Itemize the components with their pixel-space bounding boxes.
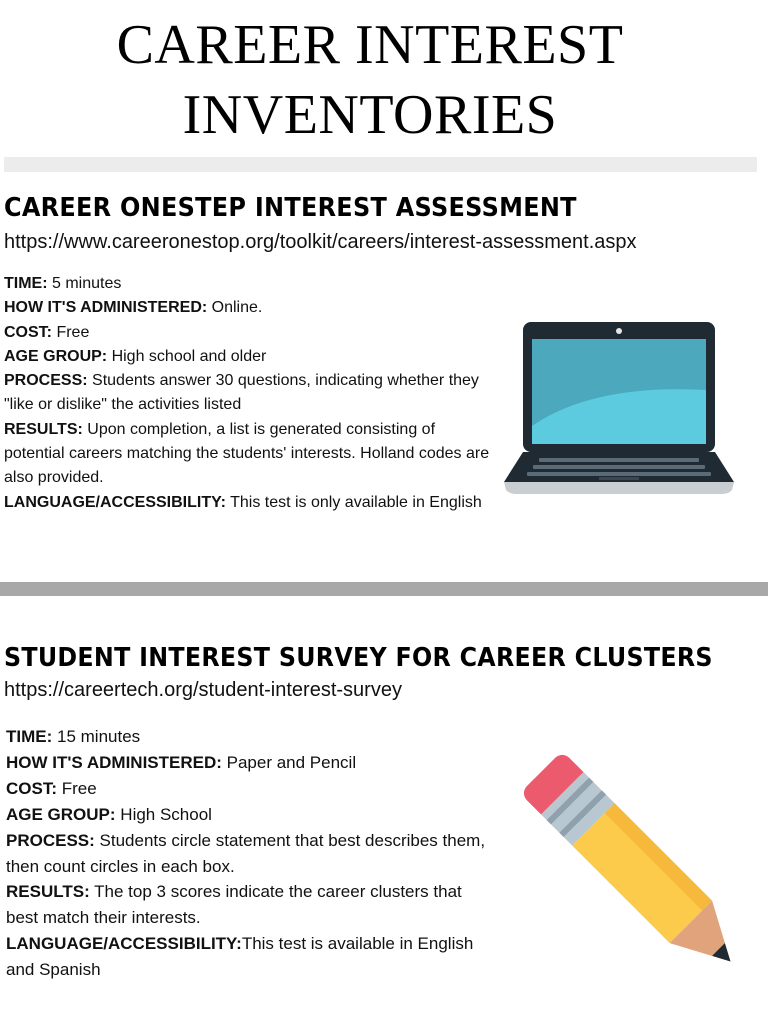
field-time: TIME: 5 minutes	[4, 275, 122, 292]
page-title	[0, 10, 740, 150]
section2-url-link[interactable]: https://careertech.org/student-interest-survey	[4, 679, 402, 701]
field-time: TIME: 15 minutes	[6, 727, 141, 746]
page-title-line-2: INVENTORIES	[182, 84, 558, 146]
field-cost: COST: Free	[4, 323, 90, 341]
field-cost: COST: Free	[6, 778, 97, 798]
field-process: PROCESS: Students circle statement that best describes them, then count circles in each box.	[6, 830, 486, 876]
section2-heading: STUDENT INTEREST SURVEY FOR CAREER CLUSTERS	[4, 643, 713, 673]
field-process: PROCESS: Students answer 30 questions, indicating whether they "like or dislike" the activities listed	[4, 372, 479, 414]
section1-url-link[interactable]: https://www.careeronestop.org/toolkit/careers/interest-assessment.aspx	[4, 231, 637, 253]
field-results: RESULTS: Upon completion, a list is generated consisting of potential careers matching the students' interests. Holland codes are also provided.	[4, 420, 490, 487]
field-results: RESULTS: The top 3 scores indicate the career clusters that best match their interests.	[6, 882, 462, 928]
section2-details	[6, 724, 496, 983]
laptop-icon	[503, 322, 735, 496]
page-title-line-1: CAREER INTEREST	[116, 14, 624, 76]
field-language: LANGUAGE/ACCESSIBILITY:This test is available in English and Spanish	[6, 934, 474, 980]
field-administered: HOW IT'S ADMINISTERED: Paper and Pencil	[6, 752, 357, 772]
field-age-group: AGE GROUP: High school and older	[4, 347, 267, 365]
top-divider	[4, 157, 757, 172]
section1-heading: CAREER ONESTEP INTEREST ASSESSMENT	[4, 193, 577, 223]
field-language: LANGUAGE/ACCESSIBILITY: This test is only available in English	[4, 493, 482, 511]
section-divider	[0, 582, 768, 596]
field-administered: HOW IT'S ADMINISTERED: Online.	[4, 299, 263, 317]
section1-details	[4, 272, 494, 515]
field-age-group: AGE GROUP: High School	[6, 804, 212, 824]
pencil-icon	[505, 738, 735, 970]
